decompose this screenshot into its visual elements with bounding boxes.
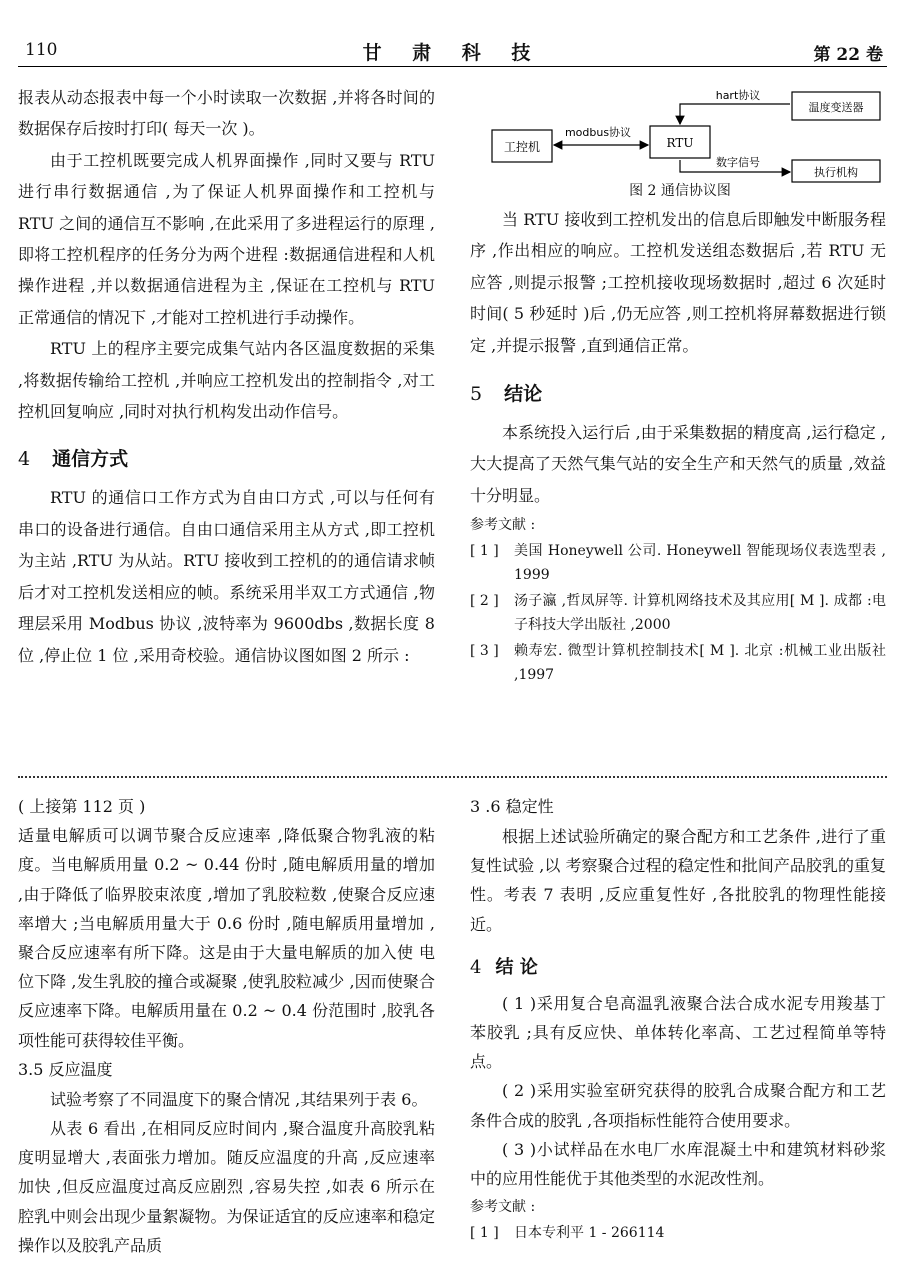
reference-item: [470, 1221, 886, 1245]
paragraph: 本系统投入运行后 ,由于采集数据的精度高 ,运行稳定 ,大大提高了天然气集气站的安全生产和天然气的质量 ,效益十分明显。: [470, 423, 886, 505]
volume-label: 第 22 卷: [813, 45, 883, 65]
section-title: 结 论: [495, 956, 538, 978]
paragraph: RTU 的通信口工作方式为自由口方式 ,可以与任何有串口的设备进行通信。自由口通信采用主从方式 ,即工控机为主站 ,RTU 为从站。RTU 接收到工控机的的通信请求帧后才对工控机发送相应的帧。系统采用半双工方式通信 ,物理层采用 Modbus 协议 ,波特率为 9600dbs ,数据长度 8 位 ,停止位 1 位 ,采用奇校验。通信协议图如图 2 所示 :: [18, 488, 435, 665]
section-number: 4: [18, 448, 31, 471]
paragraph: 报表从动态报表中每一个小时读取一次数据 ,并将各时间的数据保存后按时打印( 每天一次 )。: [18, 88, 435, 139]
bottom-right-column: [470, 792, 886, 1245]
modbus-label: modbus协议: [564, 126, 632, 139]
conclusion-item: ( 3 )小试样品在水电厂水库混凝土中和建筑材料砂浆中的应用性能优于其他类型的水泥改性剂。: [470, 1139, 886, 1189]
reference-number: [ 3 ]: [470, 643, 499, 660]
section-heading: [470, 953, 886, 983]
paragraph: 由于工控机既要完成人机界面操作 ,同时又要与 RTU 进行串行数据通信 ,为了保证人机界面操作和工控机与 RTU 之间的通信互不影响 ,在此采用了多进程运行的原理 ,即将工控机程序的任务分为两个进程 :数据通信进程和人机操作进程 ,并以数据通信进程为主 ,保证在工控机与 RTU 正常通信的情况下 ,才能对工控机进行手动操作。: [18, 150, 435, 327]
paragraph: 适量电解质可以调节聚合反应速率 ,降低聚合物乳液的粘度。当电解质用量 0.2 ~ 0.44 份时 ,随电解质用量的增加 ,由于降低了临界胶束浓度 ,增加了乳胶粒数 ,使聚合反应速率增大 ;当电解质用量大于 0.6 份时 ,随电解质用量增加 ,聚合反应速率有所下降。这是由于大量电解质的加入使 电位下降 ,发生乳胶的撞合或凝聚 ,使乳胶粒减少 ,因而使聚合反应速率下降。电解质用量在 0.2 ~ 0.4 份范围时 ,胶乳各项性能可获得较佳平衡。: [18, 826, 435, 1050]
top-right-column: [470, 204, 886, 687]
paragraph: 试验考察了不同温度下的聚合情况 ,其结果列于表 6。: [50, 1089, 428, 1109]
reference-number: [ 1 ]: [470, 1225, 499, 1242]
pc-label: 工控机: [503, 140, 541, 154]
reference-text: 汤子瀛 ,哲凤屏等. 计算机网络技术及其应用[ M ]. 成都 :电子科技大学出版社 ,2000: [514, 593, 886, 634]
hart-label: hart协议: [715, 89, 761, 102]
page-number: 110: [25, 40, 58, 60]
section-number: 4: [470, 956, 482, 978]
paragraph: RTU 上的程序主要完成集气站内各区温度数据的采集 ,将数据传输给工控机 ,并响应工控机发出的控制指令 ,对工控机回复响应 ,同时对执行机构发出动作信号。: [18, 339, 435, 422]
actuator-label: 执行机构: [814, 166, 858, 179]
subsection-heading: 3 .6 稳定性: [470, 797, 554, 816]
article-separator: [18, 776, 887, 778]
reference-text: 赖寿宏. 微型计算机控制技术[ M ]. 北京 :机械工业出版社 ,1997: [514, 643, 886, 684]
bottom-left-column: [18, 792, 435, 1260]
reference-item: [470, 589, 886, 637]
section-number: 5: [470, 383, 483, 406]
references-title: 参考文献 :: [470, 1199, 536, 1216]
reference-item: [470, 639, 886, 687]
paragraph: 当 RTU 接收到工控机发出的信息后即触发中断服务程序 ,作出相应的响应。工控机发送组态数据后 ,若 RTU 无应答 ,则提示报警 ;工控机接收现场数据时 ,超过 6 次延时时间( 5 秒延时 )后 ,仍无应答 ,则工控机将屏幕数据进行锁定 ,并提示报警 ,直到通信正常。: [470, 210, 886, 355]
digital-label: 数字信号: [716, 156, 760, 169]
conclusion-item: ( 1 )采用复合皂高温乳液聚合法合成水泥专用羧基丁苯胶乳 ;具有反应快、单体转化率高、工艺过程简单等特点。: [470, 993, 886, 1072]
page-header: [0, 0, 905, 65]
paragraph: 从表 6 看出 ,在相同反应时间内 ,聚合温度升高胶乳粘度明显增大 ,表面张力增加。随反应温度的升高 ,反应速率加快 ,但反应温度过高反应剧烈 ,容易失控 ,如表 6 所示在腔乳中则会出现少量絮凝物。为保证适宜的反应速率和稳定操作以及胶乳产品质: [18, 1119, 435, 1255]
reference-item: [470, 539, 886, 587]
reference-number: [ 2 ]: [470, 593, 499, 610]
journal-title: 甘 肃 科 技: [362, 42, 543, 64]
conclusion-item: ( 2 )采用实验室研究获得的胶乳合成聚合配方和工艺条件合成的胶乳 ,各项指标性能符合使用要求。: [470, 1081, 886, 1130]
section-title: 结论: [504, 383, 543, 406]
paragraph: 根据上述试验所确定的聚合配方和工艺条件 ,进行了重复性试验 ,以 考察聚合过程的稳定性和批间产品胶乳的重复性。考表 7 表明 ,反应重复性好 ,各批胶乳的物理性能接近。: [470, 827, 886, 934]
section-heading: [470, 379, 886, 409]
figure-caption: 图 2 通信协议图: [629, 183, 731, 199]
reference-text: 美国 Honeywell 公司. Honeywell 智能现场仪表选型表 , 1999: [514, 543, 886, 584]
temp-transmitter-label: 温度变送器: [808, 101, 864, 114]
rtu-label: RTU: [666, 136, 694, 150]
header-rule: [18, 66, 887, 67]
continuation-note: ( 上接第 112 页 ): [18, 797, 146, 816]
hart-link: [680, 104, 790, 124]
references-title: 参考文献 :: [470, 517, 536, 534]
reference-text: 日本专利平 1 - 266114: [514, 1225, 665, 1242]
reference-number: [ 1 ]: [470, 543, 499, 560]
section-heading: [18, 444, 435, 474]
section-title: 通信方式: [52, 448, 129, 471]
top-left-column: [18, 82, 435, 671]
subsection-heading: 3.5 反应温度: [18, 1059, 113, 1079]
